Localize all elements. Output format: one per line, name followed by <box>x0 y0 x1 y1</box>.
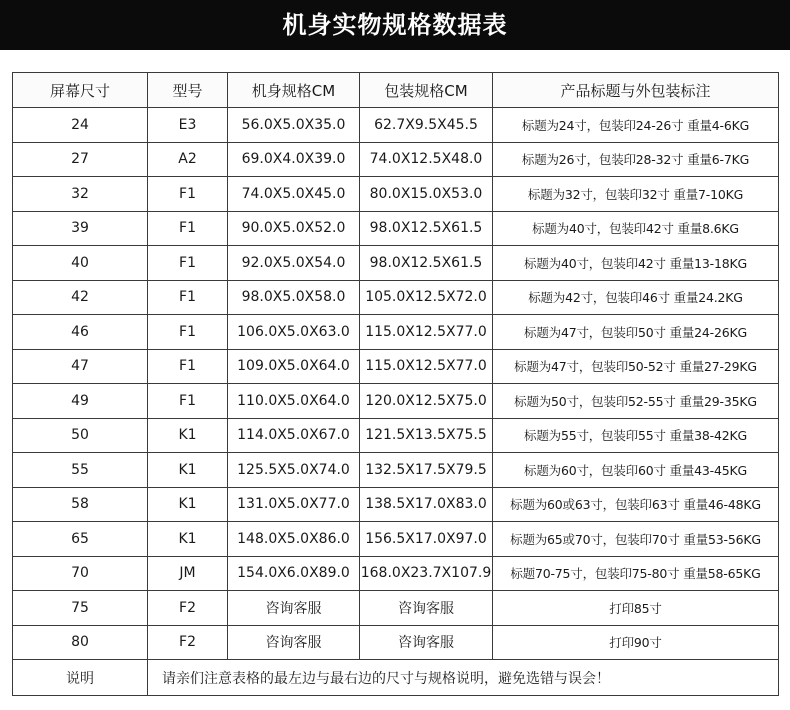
title-note-cell: 标题为40寸，包装印42寸 重量13-18KG <box>493 246 779 281</box>
screen-size-cell: 24 <box>13 108 148 143</box>
body-size-cell: 咨询客服 <box>228 591 360 626</box>
model-cell: F1 <box>148 280 228 315</box>
table-row <box>13 211 779 246</box>
package-size-cell: 168.0X23.7X107.9 <box>360 556 493 591</box>
body-size-cell: 98.0X5.0X58.0 <box>228 280 360 315</box>
package-size-cell: 74.0X12.5X48.0 <box>360 142 493 177</box>
table-row <box>13 315 779 350</box>
screen-size-cell: 32 <box>13 177 148 212</box>
screen-size-cell: 65 <box>13 522 148 557</box>
model-cell: K1 <box>148 487 228 522</box>
screen-size-cell: 50 <box>13 418 148 453</box>
title-note-cell: 标题为47寸，包装印50寸 重量24-26KG <box>493 315 779 350</box>
table-row <box>13 349 779 384</box>
title-note-cell: 打印90寸 <box>493 625 779 660</box>
table-row <box>13 453 779 488</box>
package-size-cell: 132.5X17.5X79.5 <box>360 453 493 488</box>
body-size-cell: 106.0X5.0X63.0 <box>228 315 360 350</box>
model-cell: F1 <box>148 384 228 419</box>
body-size-cell: 110.0X5.0X64.0 <box>228 384 360 419</box>
title-note-cell: 标题为42寸，包装印46寸 重量24.2KG <box>493 280 779 315</box>
table-row <box>13 556 779 591</box>
table-row <box>13 246 779 281</box>
package-size-cell: 120.0X12.5X75.0 <box>360 384 493 419</box>
title-note-cell: 标题为26寸，包装印28-32寸 重量6-7KG <box>493 142 779 177</box>
screen-size-cell: 58 <box>13 487 148 522</box>
table-row <box>13 487 779 522</box>
spec-table <box>12 72 779 696</box>
body-size-cell: 56.0X5.0X35.0 <box>228 108 360 143</box>
package-size-cell: 115.0X12.5X77.0 <box>360 349 493 384</box>
body-size-cell: 114.0X5.0X67.0 <box>228 418 360 453</box>
table-row <box>13 108 779 143</box>
title-note-cell: 标题为55寸，包装印55寸 重量38-42KG <box>493 418 779 453</box>
model-cell: F1 <box>148 177 228 212</box>
screen-size-cell: 55 <box>13 453 148 488</box>
model-cell: F1 <box>148 349 228 384</box>
package-size-cell: 138.5X17.0X83.0 <box>360 487 493 522</box>
header-package-size: 包装规格CM <box>360 73 493 108</box>
package-size-cell: 105.0X12.5X72.0 <box>360 280 493 315</box>
body-size-cell: 咨询客服 <box>228 625 360 660</box>
body-size-cell: 125.5X5.0X74.0 <box>228 453 360 488</box>
screen-size-cell: 27 <box>13 142 148 177</box>
model-cell: F1 <box>148 315 228 350</box>
package-size-cell: 80.0X15.0X53.0 <box>360 177 493 212</box>
footer-label: 说明 <box>13 660 148 696</box>
model-cell: E3 <box>148 108 228 143</box>
title-note-cell: 标题为32寸，包装印32寸 重量7-10KG <box>493 177 779 212</box>
table-row <box>13 177 779 212</box>
footer-row <box>13 660 779 696</box>
model-cell: F2 <box>148 591 228 626</box>
body-size-cell: 148.0X5.0X86.0 <box>228 522 360 557</box>
title-note-cell: 标题为47寸，包装印50-52寸 重量27-29KG <box>493 349 779 384</box>
table-row <box>13 384 779 419</box>
title-note-cell: 打印85寸 <box>493 591 779 626</box>
model-cell: K1 <box>148 418 228 453</box>
body-size-cell: 154.0X6.0X89.0 <box>228 556 360 591</box>
screen-size-cell: 70 <box>13 556 148 591</box>
title-note-cell: 标题70-75寸，包装印75-80寸 重量58-65KG <box>493 556 779 591</box>
header-title-note: 产品标题与外包装标注 <box>493 73 779 108</box>
screen-size-cell: 40 <box>13 246 148 281</box>
table-row <box>13 625 779 660</box>
title-note-cell: 标题为65或70寸，包装印70寸 重量53-56KG <box>493 522 779 557</box>
package-size-cell: 98.0X12.5X61.5 <box>360 211 493 246</box>
title-note-cell: 标题为60寸，包装印60寸 重量43-45KG <box>493 453 779 488</box>
screen-size-cell: 42 <box>13 280 148 315</box>
model-cell: JM <box>148 556 228 591</box>
footer-note: 请亲们注意表格的最左边与最右边的尺寸与规格说明，避免选错与误会！ <box>148 660 779 696</box>
package-size-cell: 62.7X9.5X45.5 <box>360 108 493 143</box>
package-size-cell: 115.0X12.5X77.0 <box>360 315 493 350</box>
model-cell: K1 <box>148 453 228 488</box>
screen-size-cell: 46 <box>13 315 148 350</box>
header-model: 型号 <box>148 73 228 108</box>
screen-size-cell: 39 <box>13 211 148 246</box>
body-size-cell: 90.0X5.0X52.0 <box>228 211 360 246</box>
header-body-size: 机身规格CM <box>228 73 360 108</box>
screen-size-cell: 49 <box>13 384 148 419</box>
table-row <box>13 142 779 177</box>
header-row <box>13 73 779 108</box>
screen-size-cell: 47 <box>13 349 148 384</box>
title-note-cell: 标题为60或63寸，包装印63寸 重量46-48KG <box>493 487 779 522</box>
table-row <box>13 280 779 315</box>
model-cell: F1 <box>148 211 228 246</box>
package-size-cell: 156.5X17.0X97.0 <box>360 522 493 557</box>
screen-size-cell: 80 <box>13 625 148 660</box>
package-size-cell: 咨询客服 <box>360 625 493 660</box>
model-cell: A2 <box>148 142 228 177</box>
header-screen-size: 屏幕尺寸 <box>13 73 148 108</box>
title-note-cell: 标题为50寸，包装印52-55寸 重量29-35KG <box>493 384 779 419</box>
body-size-cell: 69.0X4.0X39.0 <box>228 142 360 177</box>
body-size-cell: 131.0X5.0X77.0 <box>228 487 360 522</box>
model-cell: F2 <box>148 625 228 660</box>
table-row <box>13 522 779 557</box>
package-size-cell: 98.0X12.5X61.5 <box>360 246 493 281</box>
package-size-cell: 咨询客服 <box>360 591 493 626</box>
package-size-cell: 121.5X13.5X75.5 <box>360 418 493 453</box>
model-cell: F1 <box>148 246 228 281</box>
title-note-cell: 标题为24寸，包装印24-26寸 重量4-6KG <box>493 108 779 143</box>
screen-size-cell: 75 <box>13 591 148 626</box>
page-title: 机身实物规格数据表 <box>0 0 790 50</box>
body-size-cell: 109.0X5.0X64.0 <box>228 349 360 384</box>
table-row <box>13 591 779 626</box>
title-note-cell: 标题为40寸，包装印42寸 重量8.6KG <box>493 211 779 246</box>
body-size-cell: 92.0X5.0X54.0 <box>228 246 360 281</box>
table-row <box>13 418 779 453</box>
body-size-cell: 74.0X5.0X45.0 <box>228 177 360 212</box>
model-cell: K1 <box>148 522 228 557</box>
